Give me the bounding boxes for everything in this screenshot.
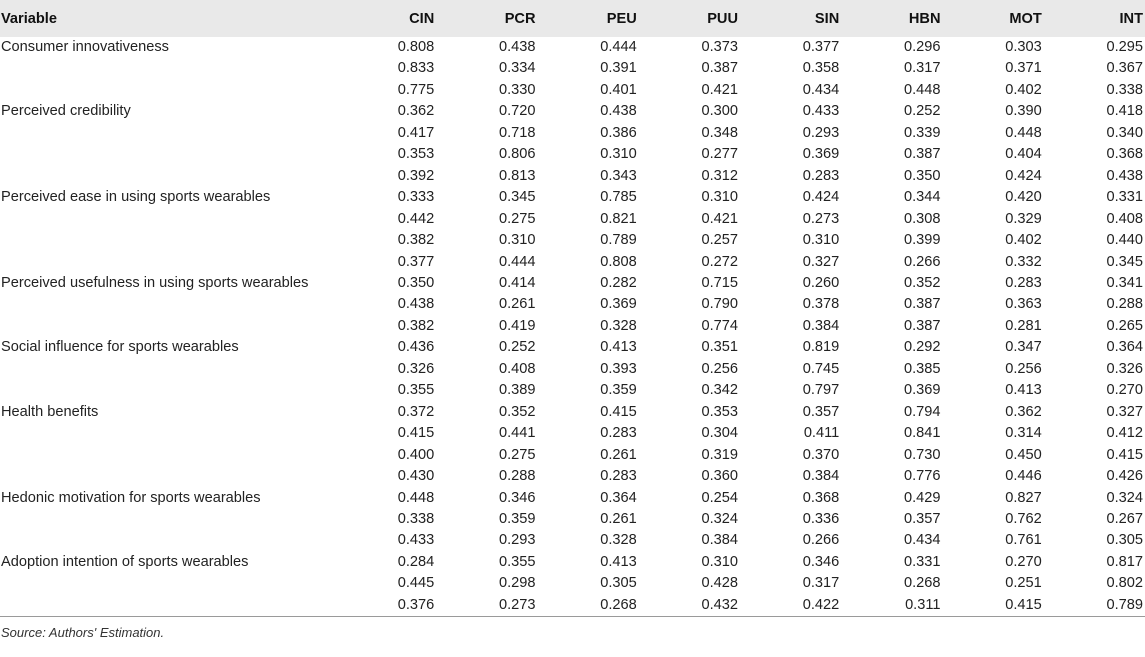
loading-cell-int: 0.345 (1106, 253, 1143, 270)
loading-cell-peu: 0.415 (600, 403, 637, 420)
loading-cell-int: 0.340 (1106, 124, 1143, 141)
loading-cell-int: 0.415 (1106, 446, 1143, 463)
loading-cell-puu: 0.353 (701, 403, 738, 420)
variable-name-cell (0, 359, 335, 380)
loading-cell-puu: 0.312 (701, 167, 738, 184)
loading-cell-cin: 0.372 (397, 403, 435, 420)
loading-cell-peu: 0.393 (600, 360, 637, 377)
table-row (0, 530, 1145, 551)
loading-cell-puu: 0.384 (701, 532, 738, 549)
loading-cell-int: 0.438 (1106, 167, 1143, 184)
variable-name-cell (0, 252, 335, 273)
variable-name-cell: Health benefits (1, 403, 99, 420)
loading-cell-int: 0.327 (1106, 403, 1143, 420)
variable-name-cell (0, 380, 335, 401)
table-row (0, 80, 1145, 101)
loading-cell-sin: 0.327 (802, 253, 840, 270)
table-row (0, 187, 1145, 208)
table-row (0, 123, 1145, 144)
variable-name-cell: Hedonic motivation for sports wearables (1, 489, 261, 506)
loading-cell-puu: 0.387 (701, 60, 738, 77)
loading-cell-int: 0.364 (1106, 339, 1143, 356)
loading-cell-hbn: 0.292 (903, 339, 941, 356)
loading-cell-cin: 0.833 (397, 60, 435, 77)
loading-cell-hbn: 0.429 (903, 489, 941, 506)
loading-cell-cin: 0.284 (397, 553, 435, 570)
loading-cell-puu: 0.324 (701, 510, 738, 527)
variable-name-cell (0, 80, 335, 101)
table-row (0, 423, 1145, 444)
loading-cell-puu: 0.256 (701, 360, 738, 377)
loading-cell-sin: 0.368 (802, 489, 840, 506)
loading-cell-cin: 0.355 (397, 382, 435, 399)
column-header-pcr: PCR (504, 10, 536, 27)
table-row (0, 230, 1145, 251)
loading-cell-peu: 0.785 (600, 189, 637, 206)
loading-cell-hbn: 0.776 (903, 468, 941, 485)
loading-cell-int: 0.295 (1106, 39, 1143, 55)
loading-cell-int: 0.288 (1106, 296, 1143, 313)
loading-cell-sin: 0.273 (802, 210, 840, 227)
loading-cell-mot: 0.314 (1005, 425, 1042, 442)
loading-cell-int: 0.368 (1106, 146, 1143, 163)
variable-name-cell: Social influence for sports wearables (1, 339, 239, 356)
loading-cell-puu: 0.428 (701, 575, 738, 592)
loading-cell-puu: 0.272 (701, 253, 738, 270)
loading-cell-puu: 0.432 (701, 596, 738, 613)
table-row (0, 573, 1145, 594)
table-row (0, 101, 1145, 122)
loading-cell-peu: 0.261 (600, 510, 637, 527)
loading-cell-int: 0.324 (1106, 489, 1143, 506)
variable-name-cell: Perceived credibility (1, 103, 131, 120)
loading-cell-sin: 0.434 (802, 81, 840, 98)
loading-cell-mot: 0.415 (1005, 596, 1042, 613)
loading-cell-int: 0.270 (1106, 382, 1143, 399)
loading-cell-sin: 0.336 (802, 510, 840, 527)
loading-cell-pcr: 0.389 (498, 382, 536, 399)
loading-cell-pcr: 0.441 (498, 425, 536, 442)
loading-cell-mot: 0.413 (1005, 382, 1042, 399)
loading-cell-puu: 0.304 (701, 425, 738, 442)
loading-cell-int: 0.267 (1106, 510, 1143, 527)
loading-cell-pcr: 0.346 (498, 489, 536, 506)
table-row (0, 209, 1145, 230)
loading-cell-pcr: 0.275 (498, 210, 536, 227)
loading-cell-hbn: 0.252 (903, 103, 941, 120)
column-header-puu: PUU (707, 10, 738, 27)
loading-cell-int: 0.817 (1106, 553, 1143, 570)
column-header-hbn: HBN (908, 10, 941, 27)
loading-cell-cin: 0.808 (397, 39, 435, 55)
loading-cell-hbn: 0.344 (903, 189, 941, 206)
loading-cell-puu: 0.348 (701, 124, 738, 141)
loading-cell-pcr: 0.261 (498, 296, 536, 313)
loading-cell-sin: 0.293 (802, 124, 840, 141)
loading-cell-mot: 0.281 (1005, 317, 1042, 334)
loading-cell-sin: 0.422 (802, 596, 840, 613)
loading-cell-cin: 0.438 (397, 296, 435, 313)
loading-cell-sin: 0.283 (802, 167, 840, 184)
loading-cell-cin: 0.338 (397, 510, 435, 527)
loading-cell-puu: 0.254 (701, 489, 738, 506)
loading-cell-pcr: 0.298 (498, 575, 536, 592)
table-row (0, 58, 1145, 79)
loading-cell-cin: 0.392 (397, 167, 435, 184)
loading-cell-cin: 0.445 (397, 575, 435, 592)
loading-cell-pcr: 0.806 (498, 146, 536, 163)
loading-cell-hbn: 0.266 (903, 253, 941, 270)
variable-name-cell: Adoption intention of sports wearables (1, 553, 249, 570)
loading-cell-int: 0.426 (1106, 468, 1143, 485)
loading-cell-puu: 0.715 (701, 274, 738, 291)
header-row (0, 0, 1145, 37)
table-row (0, 359, 1145, 380)
table-row (0, 466, 1145, 487)
loading-cell-puu: 0.310 (701, 189, 738, 206)
loading-cell-pcr: 0.293 (498, 532, 536, 549)
variable-name-cell (0, 595, 335, 616)
loading-cell-sin: 0.797 (802, 382, 840, 399)
loading-cell-sin: 0.424 (802, 189, 840, 206)
loading-cell-hbn: 0.399 (903, 232, 941, 249)
loading-cell-pcr: 0.419 (498, 317, 536, 334)
loading-cell-hbn: 0.387 (903, 317, 941, 334)
loading-cell-cin: 0.353 (397, 146, 435, 163)
loading-cell-mot: 0.424 (1005, 167, 1042, 184)
loading-cell-hbn: 0.730 (903, 446, 941, 463)
column-header-peu: PEU (606, 10, 637, 27)
loading-cell-hbn: 0.268 (903, 575, 941, 592)
loading-cell-puu: 0.257 (701, 232, 738, 249)
table-row (0, 402, 1145, 423)
loading-cell-puu: 0.421 (701, 210, 738, 227)
loading-cell-puu: 0.421 (701, 81, 738, 98)
loading-cell-hbn: 0.385 (903, 360, 941, 377)
loading-cell-sin: 0.317 (802, 575, 840, 592)
loading-cell-pcr: 0.334 (498, 60, 536, 77)
loading-cell-cin: 0.448 (397, 489, 435, 506)
loading-cell-mot: 0.347 (1005, 339, 1042, 356)
loading-cell-hbn: 0.387 (903, 296, 941, 313)
loading-cell-puu: 0.310 (701, 553, 738, 570)
loading-cell-puu: 0.774 (701, 317, 738, 334)
variable-name-cell (0, 466, 335, 487)
column-header-mot: MOT (1009, 10, 1042, 27)
loading-cell-peu: 0.413 (600, 553, 637, 570)
loading-cell-sin: 0.745 (802, 360, 840, 377)
loading-cell-int: 0.331 (1106, 189, 1143, 206)
loading-cell-sin: 0.433 (802, 103, 840, 120)
loading-cell-mot: 0.404 (1005, 146, 1042, 163)
loading-cell-mot: 0.251 (1005, 575, 1042, 592)
loading-cell-peu: 0.391 (600, 60, 637, 77)
column-header-int: INT (1119, 10, 1143, 27)
loading-cell-peu: 0.386 (600, 124, 637, 141)
variable-name-cell (0, 294, 335, 315)
loading-cell-hbn: 0.311 (905, 596, 941, 613)
loading-cell-int: 0.341 (1106, 274, 1143, 291)
loading-cell-cin: 0.433 (397, 532, 435, 549)
loading-cell-peu: 0.283 (600, 468, 637, 485)
loading-cell-pcr: 0.718 (498, 124, 536, 141)
loading-cell-mot: 0.827 (1005, 489, 1042, 506)
loading-cell-puu: 0.790 (701, 296, 738, 313)
loading-cell-pcr: 0.414 (498, 274, 536, 291)
loading-cell-int: 0.802 (1106, 575, 1143, 592)
loading-cell-cin: 0.415 (397, 425, 435, 442)
loading-cell-sin: 0.819 (802, 339, 840, 356)
loading-cell-peu: 0.808 (600, 253, 637, 270)
loading-cell-mot: 0.270 (1005, 553, 1042, 570)
table-row (0, 273, 1145, 294)
loading-cell-hbn: 0.434 (903, 532, 941, 549)
loading-cell-mot: 0.761 (1005, 532, 1042, 549)
loading-cell-sin: 0.266 (802, 532, 840, 549)
loading-cell-sin: 0.377 (802, 39, 840, 55)
loading-cell-mot: 0.390 (1005, 103, 1042, 120)
loading-cell-pcr: 0.252 (498, 339, 536, 356)
table-row (0, 445, 1145, 466)
variable-name-cell (0, 209, 335, 230)
loading-cell-hbn: 0.296 (903, 39, 941, 55)
loading-cell-peu: 0.343 (600, 167, 637, 184)
loading-cell-pcr: 0.444 (498, 253, 536, 270)
loading-cell-cin: 0.442 (397, 210, 435, 227)
loading-cell-pcr: 0.352 (498, 403, 536, 420)
loading-cell-cin: 0.417 (397, 124, 435, 141)
variable-name-cell (0, 123, 335, 144)
loading-cell-pcr: 0.813 (498, 167, 536, 184)
loading-cell-sin: 0.346 (802, 553, 840, 570)
loading-cell-int: 0.338 (1106, 81, 1143, 98)
table-row (0, 595, 1145, 616)
loading-cell-sin: 0.357 (802, 403, 840, 420)
table-row (0, 380, 1145, 401)
loading-cell-peu: 0.444 (600, 39, 637, 55)
loading-cell-int: 0.305 (1106, 532, 1143, 549)
loading-cell-peu: 0.328 (600, 532, 637, 549)
loading-cell-pcr: 0.359 (498, 510, 536, 527)
variable-name-cell (0, 316, 335, 337)
table-row (0, 144, 1145, 165)
loading-cell-int: 0.367 (1106, 60, 1143, 77)
loading-cell-puu: 0.360 (701, 468, 738, 485)
loading-cell-mot: 0.332 (1005, 253, 1042, 270)
table-row (0, 294, 1145, 315)
loading-cell-pcr: 0.345 (498, 189, 536, 206)
loading-cell-mot: 0.363 (1005, 296, 1042, 313)
loading-cell-mot: 0.402 (1005, 232, 1042, 249)
loading-cell-cin: 0.430 (397, 468, 435, 485)
loading-cell-cin: 0.436 (397, 339, 435, 356)
loading-cell-hbn: 0.448 (903, 81, 941, 98)
loading-cell-sin: 0.384 (802, 468, 840, 485)
table-row (0, 316, 1145, 337)
loading-cell-sin: 0.369 (802, 146, 840, 163)
variable-name-cell (0, 573, 335, 594)
loading-cell-int: 0.440 (1106, 232, 1143, 249)
loading-cell-hbn: 0.308 (903, 210, 941, 227)
loading-cell-mot: 0.362 (1005, 403, 1042, 420)
variable-name-cell: Consumer innovativeness (1, 39, 169, 55)
loading-cell-mot: 0.420 (1005, 189, 1042, 206)
loading-cell-cin: 0.350 (397, 274, 435, 291)
loading-cell-peu: 0.359 (600, 382, 637, 399)
loading-cell-peu: 0.328 (600, 317, 637, 334)
loading-cell-mot: 0.762 (1005, 510, 1042, 527)
loading-cell-peu: 0.789 (600, 232, 637, 249)
loading-cell-pcr: 0.408 (498, 360, 536, 377)
loading-cell-mot: 0.256 (1005, 360, 1042, 377)
table-row (0, 252, 1145, 273)
column-header-sin: SIN (814, 10, 840, 27)
table-header (0, 0, 1145, 37)
table-row (0, 552, 1145, 573)
variable-name-cell (0, 530, 335, 551)
loading-cell-pcr: 0.720 (498, 103, 536, 120)
table-body (0, 37, 1145, 616)
loading-cell-cin: 0.382 (397, 232, 435, 249)
loading-cell-puu: 0.373 (701, 39, 738, 55)
loading-cell-pcr: 0.355 (498, 553, 536, 570)
variable-name-cell (0, 445, 335, 466)
loading-cell-int: 0.265 (1106, 317, 1143, 334)
loading-cell-puu: 0.300 (701, 103, 738, 120)
loading-cell-peu: 0.283 (600, 425, 637, 442)
loading-cell-hbn: 0.794 (903, 403, 941, 420)
loading-cell-pcr: 0.310 (498, 232, 536, 249)
variable-name-cell (0, 423, 335, 444)
column-header-variable: Variable (1, 10, 57, 27)
loading-cell-peu: 0.261 (600, 446, 637, 463)
loading-cell-cin: 0.382 (397, 317, 435, 334)
table-row (0, 488, 1145, 509)
loading-cell-mot: 0.448 (1005, 124, 1042, 141)
loading-cell-peu: 0.438 (600, 103, 637, 120)
table-row (0, 509, 1145, 530)
loading-cell-mot: 0.371 (1005, 60, 1042, 77)
loading-cell-pcr: 0.288 (498, 468, 536, 485)
loading-cell-mot: 0.283 (1005, 274, 1042, 291)
loading-cell-cin: 0.333 (397, 189, 435, 206)
loading-cell-cin: 0.775 (397, 81, 435, 98)
loading-cell-cin: 0.326 (397, 360, 435, 377)
loading-cell-mot: 0.329 (1005, 210, 1042, 227)
loading-cell-peu: 0.413 (600, 339, 637, 356)
loading-cell-hbn: 0.317 (903, 60, 941, 77)
loading-cell-hbn: 0.387 (903, 146, 941, 163)
loading-cell-puu: 0.342 (701, 382, 738, 399)
loading-cell-mot: 0.303 (1005, 39, 1042, 55)
loading-cell-sin: 0.358 (802, 60, 840, 77)
loading-cell-mot: 0.402 (1005, 81, 1042, 98)
loading-cell-pcr: 0.273 (498, 596, 536, 613)
loading-cell-int: 0.408 (1106, 210, 1143, 227)
variable-name-cell: Perceived ease in using sports wearables (1, 189, 271, 206)
variable-name-cell (0, 144, 335, 165)
loading-cell-hbn: 0.352 (903, 274, 941, 291)
variable-name-cell (0, 58, 335, 79)
loading-cell-sin: 0.411 (803, 425, 840, 442)
loading-cell-hbn: 0.331 (903, 553, 941, 570)
loading-cell-puu: 0.351 (701, 339, 738, 356)
loading-cell-cin: 0.362 (397, 103, 435, 120)
loading-cell-int: 0.326 (1106, 360, 1143, 377)
loading-cell-int: 0.789 (1106, 596, 1143, 613)
variable-name-cell (0, 509, 335, 530)
column-header-cin: CIN (409, 10, 435, 27)
table-row (0, 337, 1145, 358)
loading-cell-puu: 0.319 (701, 446, 738, 463)
loading-cell-pcr: 0.330 (498, 81, 536, 98)
loading-cell-pcr: 0.275 (498, 446, 536, 463)
loading-cell-int: 0.412 (1106, 425, 1143, 442)
loading-cell-hbn: 0.350 (903, 167, 941, 184)
loading-cell-hbn: 0.841 (903, 425, 941, 442)
loading-cell-pcr: 0.438 (498, 39, 536, 55)
loading-cell-peu: 0.369 (600, 296, 637, 313)
loading-cell-sin: 0.370 (802, 446, 840, 463)
loading-cell-sin: 0.384 (802, 317, 840, 334)
loading-cell-mot: 0.450 (1005, 446, 1042, 463)
variable-name-cell: Perceived usefulness in using sports wearables (1, 274, 309, 291)
loading-cell-mot: 0.446 (1005, 468, 1042, 485)
loading-cell-cin: 0.400 (397, 446, 435, 463)
variable-name-cell (0, 230, 335, 251)
source-note: Source: Authors' Estimation. (1, 625, 165, 641)
loading-cell-hbn: 0.369 (903, 382, 941, 399)
loading-cell-sin: 0.310 (802, 232, 840, 249)
variable-name-cell (0, 166, 335, 187)
loading-cell-peu: 0.401 (600, 81, 637, 98)
loading-cell-hbn: 0.357 (903, 510, 941, 527)
loading-cell-peu: 0.305 (600, 575, 637, 592)
loading-cell-peu: 0.268 (600, 596, 637, 613)
loading-cell-sin: 0.378 (802, 296, 840, 313)
table-row (0, 166, 1145, 187)
loading-cell-peu: 0.282 (600, 274, 637, 291)
loading-cell-puu: 0.277 (701, 146, 738, 163)
table-row (0, 37, 1145, 58)
loading-cell-int: 0.418 (1106, 103, 1143, 120)
loading-cell-hbn: 0.339 (903, 124, 941, 141)
loading-cell-cin: 0.377 (397, 253, 435, 270)
loading-cell-cin: 0.376 (397, 596, 435, 613)
loading-cell-peu: 0.364 (600, 489, 637, 506)
loading-cell-sin: 0.260 (802, 274, 840, 291)
loading-cell-peu: 0.821 (600, 210, 637, 227)
loading-cell-peu: 0.310 (600, 146, 637, 163)
